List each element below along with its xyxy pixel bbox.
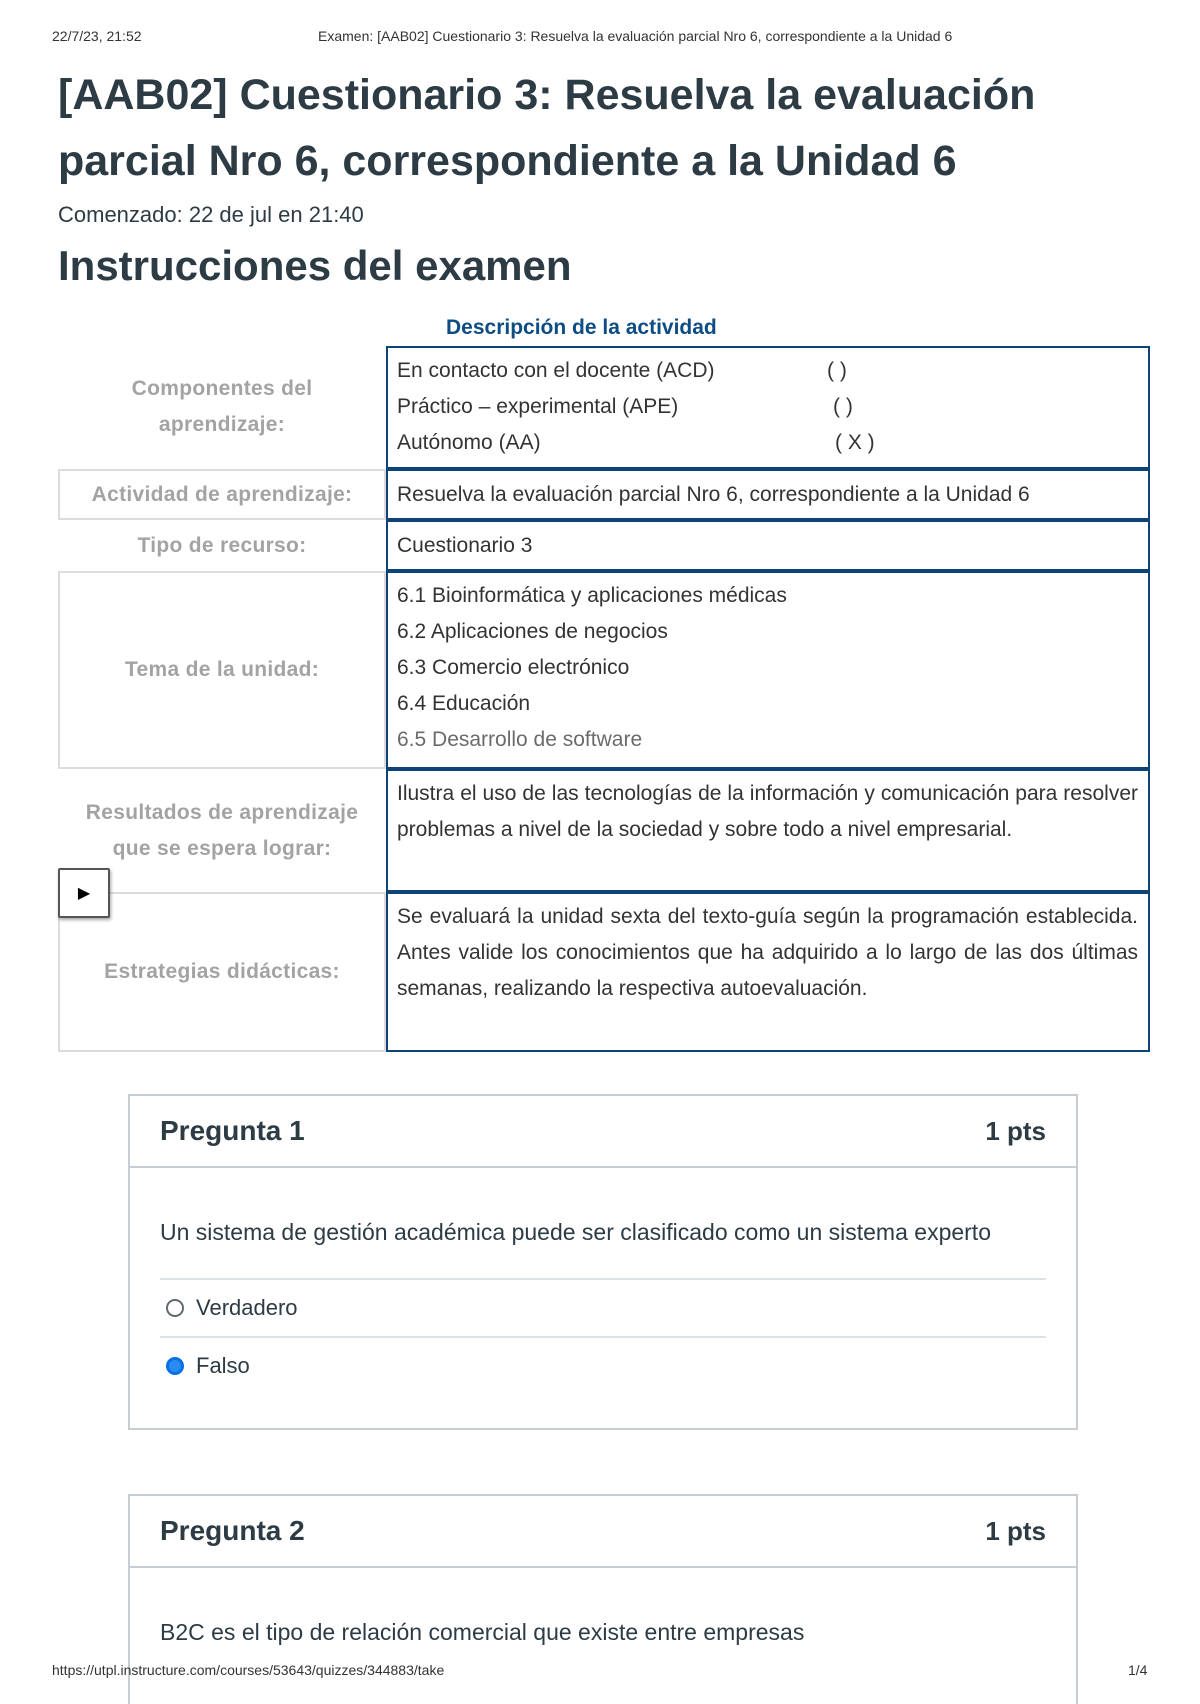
component-label: Autónomo (AA) [397,431,541,454]
topic-item: 6.4 Educación [397,692,531,715]
print-url: https://utpl.instructure.com/courses/53643/quizzes/344883/take [52,1662,445,1678]
component-row [397,425,1138,461]
component-mark: ( X ) [835,431,875,454]
activity-label: Actividad de aprendizaje: [58,469,386,520]
components-label: Componentes del aprendizaje: [131,377,313,436]
strategies-label: Estrategias didácticas: [58,892,386,1052]
component-row [397,389,1138,425]
page-title: [AAB02] Cuestionario 3: Resuelva la evaluación parcial Nro 6, correspondiente a la Unidad 6 [58,71,1036,185]
print-date: 22/7/23, 21:52 [52,28,142,44]
component-row [397,353,1138,389]
answer-option-falso[interactable] [160,1338,1046,1394]
started-timestamp: Comenzado: 22 de jul en 21:40 [58,202,364,227]
answer-label: Verdadero [196,1295,298,1320]
print-footer [0,1662,1200,1682]
activity-caption: Descripción de la actividad [446,316,717,339]
question-body [130,1568,1076,1648]
topics-cell [386,571,1150,769]
topic-label: Tema de la unidad: [58,571,386,769]
results-label: Resultados de aprendizaje que se espera lograr: [85,800,359,860]
question-text: B2C es el tipo de relación comercial que existe entre empresas [160,1619,805,1645]
topic-item: 6.5 Desarrollo de software [397,728,643,751]
question-title: Pregunta 1 [160,1115,305,1146]
play-button[interactable] [58,868,110,918]
play-icon: ▶ [77,885,91,902]
radio-button[interactable] [166,1299,184,1317]
question-card [128,1094,1078,1430]
component-label: En contacto con el docente (ACD) [397,359,715,382]
topic-item: 6.3 Comercio electrónico [397,656,630,679]
instructions-title: Instrucciones del examen [58,242,572,289]
topic-item: 6.1 Bioinformática y aplicaciones médicas [397,584,787,607]
resource-label: Tipo de recurso: [137,533,307,557]
question-points: 1 pts [985,1515,1046,1546]
answer-list [160,1278,1046,1394]
print-header [0,28,1200,48]
components-cell [386,346,1150,469]
print-page-number: 1/4 [1128,1662,1148,1678]
component-mark: ( ) [833,395,853,418]
question-body [130,1168,1076,1394]
question-title: Pregunta 2 [160,1515,305,1546]
question-points: 1 pts [985,1115,1046,1146]
component-mark: ( ) [827,359,847,382]
question-text: Un sistema de gestión académica puede ser clasificado como un sistema experto [160,1219,991,1245]
question-header [130,1096,1076,1168]
radio-button-selected[interactable] [166,1357,184,1375]
resource-value: Cuestionario 3 [386,520,1150,571]
results-value: Ilustra el uso de las tecnologías de la información y comunicación para resolver problemas a nivel de la sociedad y sobre todo a nivel empresarial. [386,769,1150,892]
question-header [130,1496,1076,1568]
topic-item: 6.2 Aplicaciones de negocios [397,620,668,643]
strategies-value: Se evaluará la unidad sexta del texto-guía según la programación establecida. Antes valide los conocimientos que ha adquirido a lo largo de las dos últimas semanas, realizando la respectiva autoevaluación. [386,892,1150,1052]
answer-label: Falso [196,1353,250,1378]
component-label: Práctico – experimental (APE) [397,395,679,418]
print-title: Examen: [AAB02] Cuestionario 3: Resuelva la evaluación parcial Nro 6, correspondiente a la Unidad 6 [318,28,953,44]
activity-value: Resuelva la evaluación parcial Nro 6, correspondiente a la Unidad 6 [386,469,1150,520]
answer-option-verdadero[interactable] [160,1280,1046,1338]
